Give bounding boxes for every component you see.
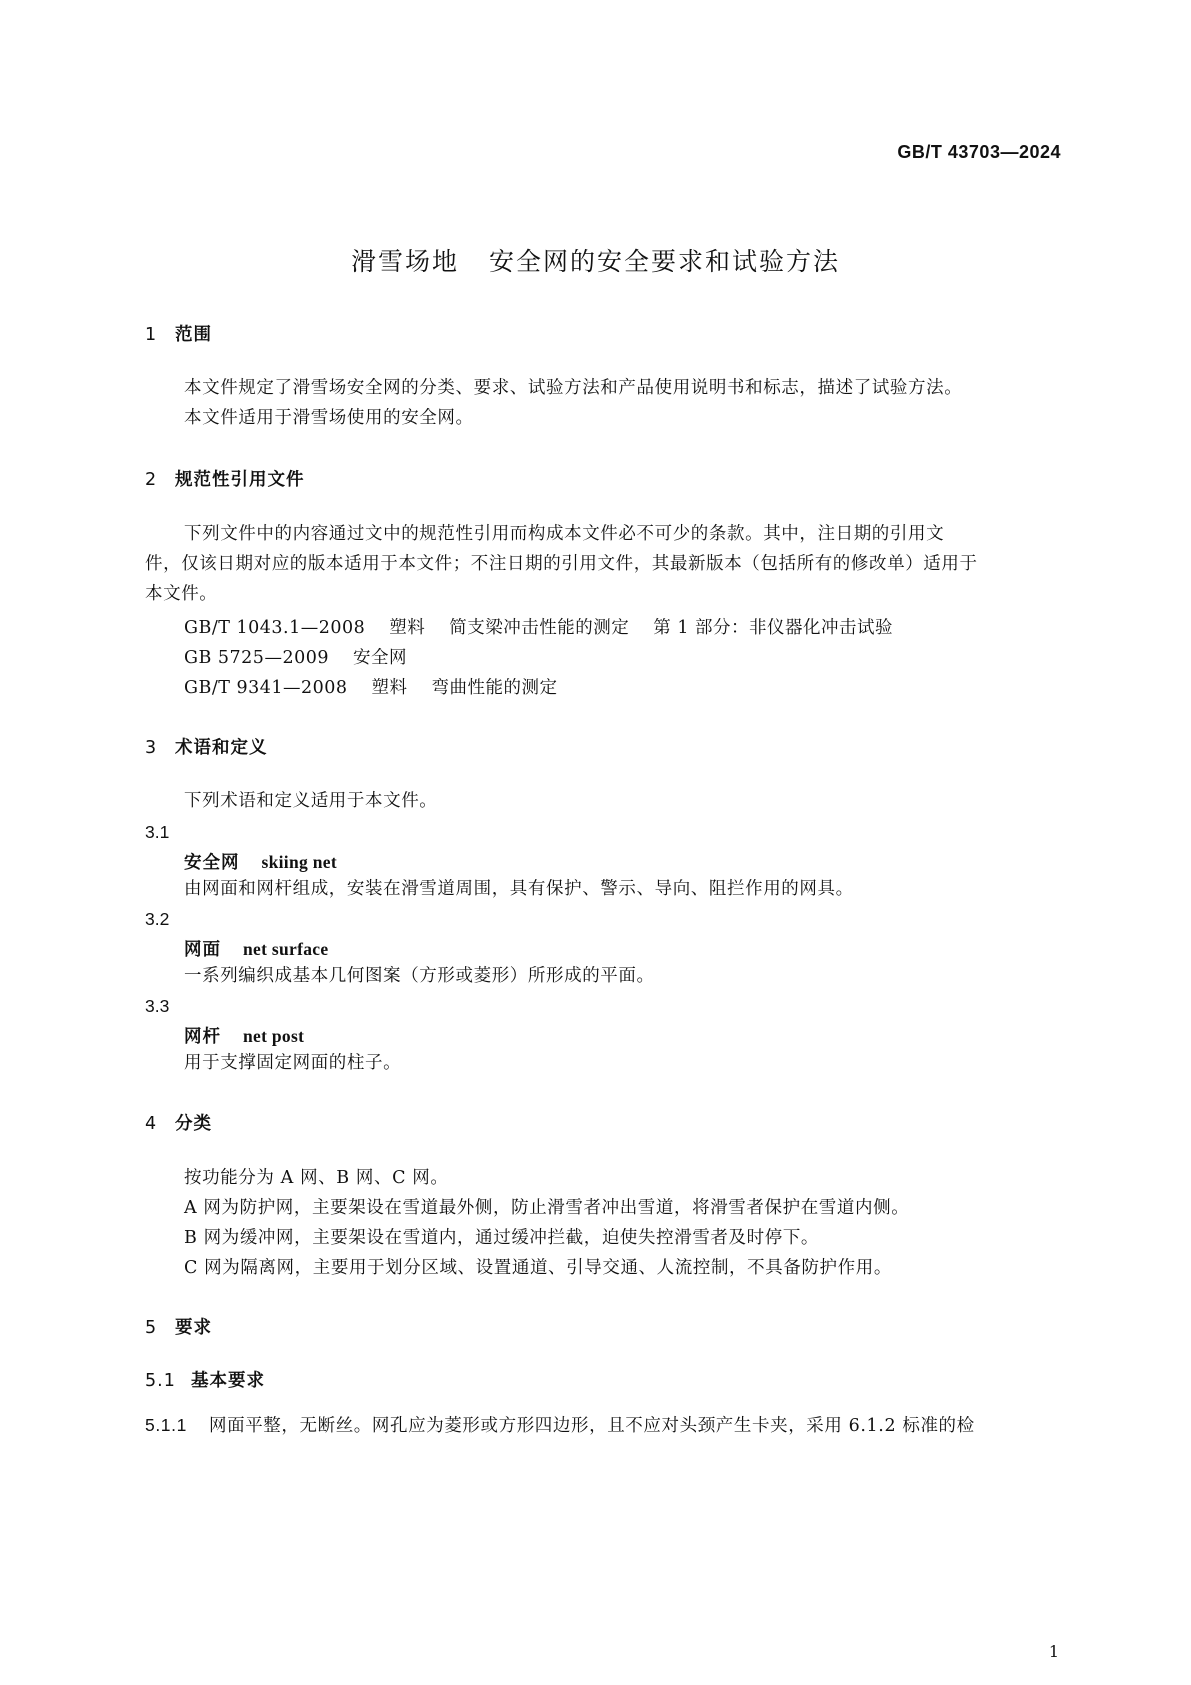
- term-number: 3.3: [145, 996, 170, 1016]
- term-heading: [184, 849, 337, 874]
- page-number: 1: [1048, 1642, 1059, 1661]
- section-2-paragraph-line-3: 本文件。: [145, 584, 218, 604]
- reference-title: 塑料: [389, 618, 426, 638]
- term-en: net post: [243, 1026, 305, 1046]
- section-4-heading: [145, 1110, 212, 1135]
- clause-5-1-1: [145, 1409, 1061, 1442]
- reference-item: [184, 674, 558, 699]
- section-5-heading: [145, 1314, 212, 1339]
- section-1-heading: [145, 321, 212, 346]
- section-number: 1: [145, 325, 158, 345]
- section-3-heading: [145, 734, 268, 759]
- section-1-paragraph-1: 本文件规定了滑雪场安全网的分类、要求、试验方法和产品使用说明书和标志，描述了试验方法。: [184, 378, 963, 398]
- clause-number: 5.1.1: [145, 1415, 187, 1435]
- term-zh: 安全网: [184, 853, 240, 873]
- section-title: 分类: [175, 1114, 212, 1134]
- reference-code: GB 5725—2009: [184, 648, 329, 668]
- subsection-5-1-heading: [145, 1367, 265, 1392]
- term-zh: 网杆: [184, 1027, 221, 1047]
- reference-item: [184, 644, 407, 669]
- subsection-title: 基本要求: [191, 1371, 265, 1391]
- section-4-paragraph: B 网为缓冲网，主要架设在雪道内，通过缓冲拦截，迫使失控滑雪者及时停下。: [184, 1228, 820, 1248]
- term-number: 3.1: [145, 822, 170, 842]
- section-4-paragraph: 按功能分为 A 网、B 网、C 网。: [184, 1168, 449, 1188]
- document-title-part2: 安全网的安全要求和试验方法: [489, 247, 841, 276]
- reference-title: 简支梁冲击性能的测定: [449, 618, 630, 638]
- reference-title: 弯曲性能的测定: [431, 678, 558, 698]
- term-zh: 网面: [184, 940, 221, 960]
- document-title-part1: 滑雪场地: [350, 247, 459, 276]
- section-title: 范围: [175, 325, 212, 345]
- section-2-paragraph-line-2: 件，仅该日期对应的版本适用于本文件；不注日期的引用文件，其最新版本（包括所有的修改单）适用于: [145, 554, 978, 574]
- section-2-paragraph-line-1: 下列文件中的内容通过文中的规范性引用而构成本文件必不可少的条款。其中，注日期的引用文: [184, 524, 945, 544]
- term-definition: 用于支撑固定网面的柱子。: [184, 1053, 402, 1073]
- reference-title: 塑料: [371, 678, 408, 698]
- standard-code: GB/T 43703—2024: [897, 142, 1061, 162]
- term-en: skiing net: [261, 852, 337, 872]
- reference-code: GB/T 1043.1—2008: [184, 618, 366, 638]
- section-2-heading: [145, 466, 305, 491]
- section-number: 4: [145, 1114, 158, 1134]
- reference-code: GB/T 9341—2008: [184, 678, 348, 698]
- section-3-intro: 下列术语和定义适用于本文件。: [184, 791, 438, 811]
- section-number: 3: [145, 738, 158, 758]
- term-definition: 由网面和网杆组成，安装在滑雪道周围，具有保护、警示、导向、阻拦作用的网具。: [184, 879, 854, 899]
- term-heading: [184, 936, 328, 961]
- clause-text: 网面平整，无断丝。网孔应为菱形或方形四边形，且不应对头颈产生卡夹，采用 6.1.2 标准的检: [209, 1416, 975, 1436]
- term-definition: 一系列编织成基本几何图案（方形或菱形）所形成的平面。: [184, 966, 655, 986]
- section-title: 术语和定义: [175, 738, 268, 758]
- section-number: 5: [145, 1318, 158, 1338]
- term-en: net surface: [243, 939, 329, 959]
- section-number: 2: [145, 470, 158, 490]
- section-4-paragraph: C 网为隔离网，主要用于划分区域、设置通道、引导交通、人流控制，不具备防护作用。: [184, 1258, 892, 1278]
- reference-title: 第 1 部分：非仪器化冲击试验: [653, 618, 894, 638]
- section-title: 要求: [175, 1318, 212, 1338]
- section-1-paragraph-2: 本文件适用于滑雪场使用的安全网。: [184, 408, 474, 428]
- reference-title: 安全网: [352, 648, 407, 668]
- reference-item: [184, 614, 893, 639]
- section-4-paragraph: A 网为防护网，主要架设在雪道最外侧，防止滑雪者冲出雪道，将滑雪者保护在雪道内侧。: [184, 1198, 910, 1218]
- section-title: 规范性引用文件: [175, 470, 305, 490]
- term-heading: [184, 1023, 304, 1048]
- document-title: [0, 242, 1191, 278]
- subsection-number: 5.1: [145, 1371, 176, 1391]
- term-number: 3.2: [145, 909, 170, 929]
